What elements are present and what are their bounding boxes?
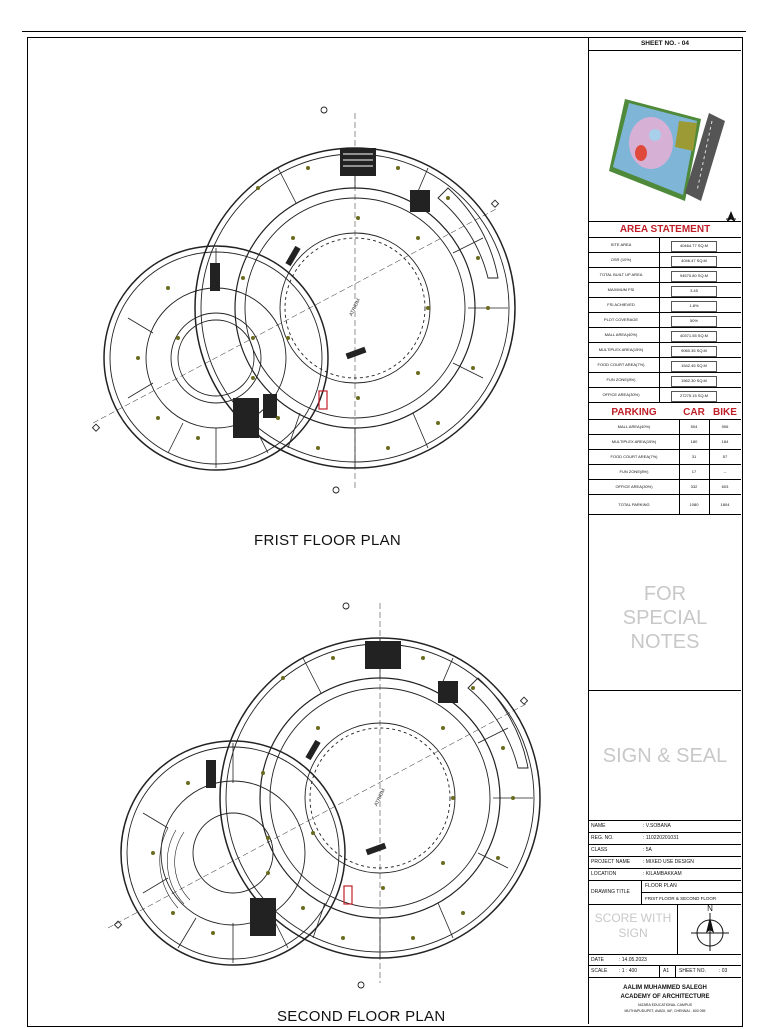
scale-value: : 1 : 400 <box>619 968 638 974</box>
date-value: : 14.05.2023 <box>619 957 647 963</box>
class-value: : 5A <box>643 847 652 853</box>
area-row <box>589 283 741 298</box>
area-row <box>589 358 741 373</box>
area-row <box>589 268 741 283</box>
second-floor-plan <box>108 603 540 988</box>
area-row-label: OSR (10%) <box>610 257 632 262</box>
area-row-value: 3.45 <box>671 286 717 297</box>
site-plan-box <box>589 51 741 222</box>
special-notes-label: FOR SPECIAL NOTES <box>622 583 708 653</box>
date-row <box>589 955 741 966</box>
area-row-label: MULTIPLEX AREA(15%) <box>598 347 644 352</box>
area-row-label: OFFICE AREA(30%) <box>602 392 640 397</box>
area-row <box>589 373 741 388</box>
name-key: NAME <box>591 823 606 829</box>
bike-header: BIKE <box>713 407 737 418</box>
parking-bike: -- <box>723 469 727 474</box>
drawing-title-row <box>589 881 741 905</box>
sheetno-value: : 03 <box>719 968 728 974</box>
school-line-4: MUTHAPUDUPET, AVADI, IAF, CHENNAI - 600 055 <box>624 1009 706 1013</box>
area-row <box>589 253 741 268</box>
first-floor-plan <box>92 107 515 493</box>
date-key: DATE <box>591 957 604 963</box>
project-value: : MIXED USE DESIGN <box>643 859 694 865</box>
drawing-title-1: FLOOR PLAN <box>642 881 742 893</box>
class-key: CLASS <box>591 847 608 853</box>
project-key: PROJECT NAME <box>591 859 631 865</box>
parking-bike: 184 <box>721 439 729 444</box>
parking-bike: 906 <box>721 424 729 429</box>
parking-car: 1080 <box>689 502 699 507</box>
parking-label: OFFICE AREA(30%) <box>615 484 653 489</box>
name-value: : V.SOBANA <box>643 823 671 829</box>
scale-row <box>589 966 741 978</box>
sign-seal-box <box>589 691 741 821</box>
location-row <box>589 869 741 881</box>
area-row-label: FOOD COURT AREA(7%) <box>597 362 645 367</box>
area-row-value: 50% <box>671 316 717 327</box>
car-header: CAR <box>683 407 705 418</box>
parking-label: TOTAL PARKING <box>618 502 650 507</box>
area-row <box>589 298 741 313</box>
reg-row <box>589 833 741 845</box>
parking-row <box>589 450 741 465</box>
drawing-key: DRAWING TITLE <box>591 889 630 895</box>
title-block <box>588 38 741 1024</box>
school-block <box>589 984 741 1014</box>
score-label: SCORE WITH SIGN <box>594 911 672 940</box>
area-row-value: 40464.77 SQ.M <box>671 241 717 252</box>
paper-size: A1 <box>663 968 670 974</box>
area-row-value: 9060.35 SQ.M <box>671 346 717 357</box>
parking-label: FUN ZONE(8%) <box>619 469 649 474</box>
parking-bike: 1804 <box>720 502 730 507</box>
first-floor-title: FRIST FLOOR PLAN <box>254 532 402 549</box>
area-row <box>589 343 741 358</box>
parking-label: MALL AREA(40%) <box>617 424 651 429</box>
parking-car: 180 <box>690 439 698 444</box>
parking-car: 504 <box>690 424 698 429</box>
project-row <box>589 857 741 869</box>
area-row-value: 27275.15 SQ.M <box>671 391 717 402</box>
area-row-label: FSI ACHIEVED <box>607 302 635 307</box>
sheet-number-header: SHEET NO. - 04 <box>589 38 741 51</box>
location-value: : KILAMBAKKAM <box>643 871 682 877</box>
sign-seal-label: SIGN & SEAL <box>602 745 728 767</box>
second-floor-title: SECOND FLOOR PLAN <box>277 1008 446 1025</box>
north-arrow-icon <box>685 907 735 953</box>
atrium-label-1: ATRIUM <box>348 297 362 318</box>
parking-row <box>589 435 741 450</box>
parking-row <box>589 495 741 515</box>
school-line-1: AALIM MUHAMMED SALEGH <box>623 985 707 991</box>
parking-row <box>589 465 741 480</box>
area-row <box>589 388 741 403</box>
school-line-3: NIZARA EDUCATIONAL CAMPUS <box>637 1003 693 1007</box>
drawing-area <box>28 38 588 1024</box>
parking-car: 17 <box>691 469 697 474</box>
area-row <box>589 238 741 253</box>
name-row <box>589 821 741 833</box>
parking-header <box>589 405 741 420</box>
reg-value: : 110220201031 <box>643 835 679 841</box>
scale-key: SCALE <box>591 968 608 974</box>
parking-row <box>589 480 741 495</box>
area-row-value: 4046.47 SQ.M <box>671 256 717 267</box>
area-row-value: 40371.55 SQ.M <box>671 331 717 342</box>
special-notes-box <box>589 520 741 691</box>
score-row <box>589 905 741 955</box>
area-row-value: 1542.45 SQ.M <box>671 361 717 372</box>
parking-bike: 57 <box>722 454 728 459</box>
drawing-title-2: FRIST FLOOR & SECOND FLOOR <box>645 896 717 901</box>
location-key: LOCATION <box>591 871 617 877</box>
class-row <box>589 845 741 857</box>
reg-key: REG. NO. <box>591 835 614 841</box>
area-row-value: 1562.30 SQ.M <box>671 376 717 387</box>
parking-label: FOOD COURT AREA(7%) <box>610 454 658 459</box>
sheetno-key: SHEET NO. <box>679 968 706 974</box>
area-row-value: 1.8% <box>671 301 717 312</box>
parking-car: 332 <box>690 484 698 489</box>
parking-bike: 603 <box>721 484 729 489</box>
area-statement-title: AREA STATEMENT <box>589 222 741 238</box>
floor-plans-svg <box>28 38 588 1024</box>
area-row-value: 94570.80 SQ.M <box>671 271 717 282</box>
area-row-label: MALL AREA(40%) <box>604 332 638 337</box>
parking-label: MULTIPLEX AREA(15%) <box>611 439 657 444</box>
atrium-label-2: ATRIUM <box>373 787 387 808</box>
sheet-top-line <box>22 31 746 32</box>
area-row-label: MAXIMUM FSI <box>607 287 635 292</box>
area-row <box>589 328 741 343</box>
parking-row <box>589 420 741 435</box>
area-row-label: PLOT COVERAGE <box>603 317 639 322</box>
site-plan-thumbnail <box>589 51 741 221</box>
area-row <box>589 313 741 328</box>
area-row-label: SITE AREA <box>610 242 632 247</box>
area-row-label: FUN ZONE(8%) <box>606 377 636 382</box>
parking-title: PARKING <box>611 407 657 418</box>
area-row-label: TOTAL BUILT UP AREA <box>599 272 643 277</box>
parking-car: 31 <box>691 454 697 459</box>
north-label: N <box>707 904 713 913</box>
school-line-2: ACADEMY OF ARCHITECTURE <box>620 994 710 1000</box>
